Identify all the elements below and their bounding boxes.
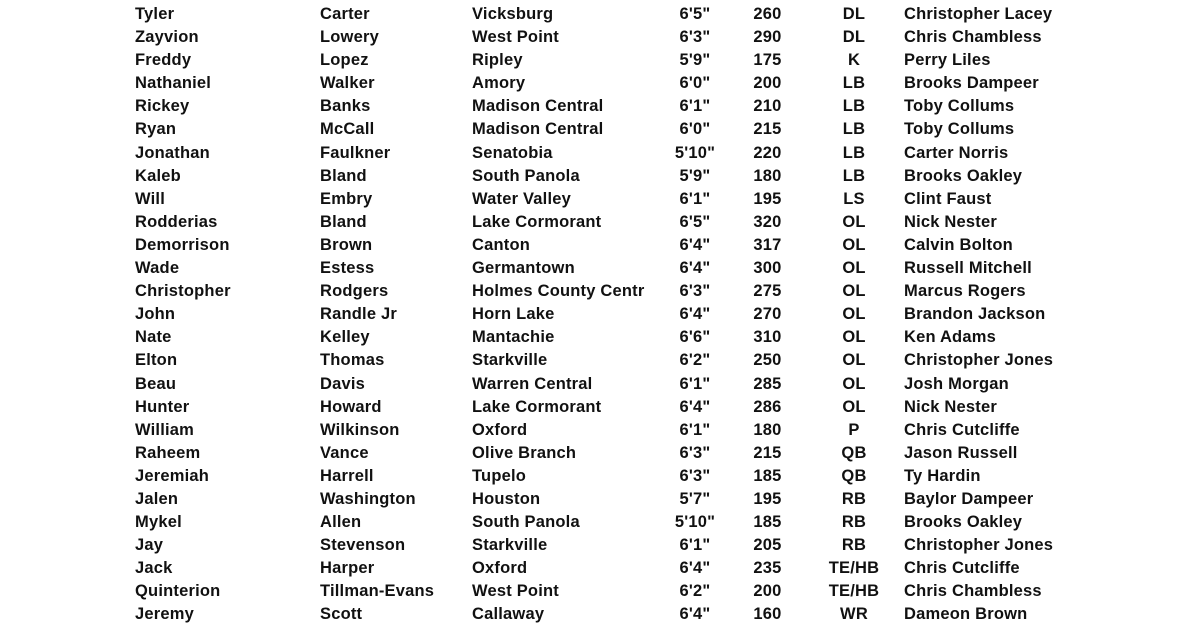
position-cell: RB <box>841 513 867 532</box>
height-cell: 6'6" <box>679 328 711 347</box>
height-cell: 6'1" <box>679 189 711 208</box>
first-name-cell: Will <box>135 189 165 208</box>
weight-cell: 215 <box>753 443 782 462</box>
coach-cell: Perry Liles <box>904 51 991 70</box>
last-name-cell: Tillman-Evans <box>320 582 435 601</box>
table-row <box>0 165 1200 188</box>
weight-cell: 275 <box>753 282 782 301</box>
school-cell: Madison Central <box>472 120 604 139</box>
coach-cell: Russell Mitchell <box>904 259 1032 278</box>
weight-cell: 175 <box>753 51 782 70</box>
coach-cell: Brooks Oakley <box>904 513 1023 532</box>
last-name-cell: Thomas <box>320 351 385 370</box>
position-cell: LB <box>842 143 866 162</box>
position-cell: RB <box>841 489 867 508</box>
height-cell: 6'4" <box>679 397 711 416</box>
first-name-cell: Jack <box>135 559 173 578</box>
position-cell: P <box>848 420 860 439</box>
weight-cell: 300 <box>753 259 782 278</box>
coach-cell: Chris Chambless <box>904 28 1042 47</box>
table-row <box>0 72 1200 95</box>
height-cell: 6'0" <box>679 74 711 93</box>
table-row <box>0 603 1200 626</box>
first-name-cell: Jonathan <box>135 143 210 162</box>
last-name-cell: Embry <box>320 189 373 208</box>
school-cell: Mantachie <box>472 328 555 347</box>
first-name-cell: Freddy <box>135 51 192 70</box>
height-cell: 5'9" <box>679 51 711 70</box>
position-cell: OL <box>842 351 866 370</box>
last-name-cell: Howard <box>320 397 382 416</box>
school-cell: Olive Branch <box>472 443 577 462</box>
school-cell: Lake Cormorant <box>472 212 602 231</box>
coach-cell: Dameon Brown <box>904 605 1028 624</box>
weight-cell: 215 <box>753 120 782 139</box>
weight-cell: 317 <box>753 235 782 254</box>
last-name-cell: Brown <box>320 235 373 254</box>
position-cell: TE/HB <box>828 559 880 578</box>
table-row <box>0 49 1200 72</box>
last-name-cell: Faulkner <box>320 143 391 162</box>
height-cell: 6'4" <box>679 559 711 578</box>
position-cell: LB <box>842 97 866 116</box>
coach-cell: Chris Cutcliffe <box>904 420 1020 439</box>
table-row <box>0 396 1200 419</box>
height-cell: 6'0" <box>679 120 711 139</box>
last-name-cell: Randle Jr <box>320 305 397 324</box>
coach-cell: Christopher Jones <box>904 351 1054 370</box>
weight-cell: 320 <box>753 212 782 231</box>
height-cell: 6'5" <box>679 5 711 23</box>
weight-cell: 200 <box>753 74 782 93</box>
table-row <box>0 488 1200 511</box>
table-row <box>0 95 1200 118</box>
table-row <box>0 26 1200 49</box>
last-name-cell: Bland <box>320 166 367 185</box>
coach-cell: Clint Faust <box>904 189 992 208</box>
position-cell: QB <box>841 466 867 485</box>
first-name-cell: Demorrison <box>135 235 230 254</box>
last-name-cell: McCall <box>320 120 375 139</box>
last-name-cell: Kelley <box>320 328 370 347</box>
position-cell: WR <box>840 605 868 624</box>
school-cell: Starkville <box>472 536 548 555</box>
position-cell: TE/HB <box>828 582 880 601</box>
first-name-cell: Ryan <box>135 120 177 139</box>
weight-cell: 180 <box>753 420 782 439</box>
position-cell: LB <box>842 74 866 93</box>
first-name-cell: Rickey <box>135 97 190 116</box>
position-cell: LB <box>842 166 866 185</box>
first-name-cell: Jeremy <box>135 605 194 624</box>
height-cell: 5'9" <box>679 166 711 185</box>
position-cell: OL <box>842 282 866 301</box>
table-row <box>0 234 1200 257</box>
first-name-cell: William <box>135 420 195 439</box>
position-cell: OL <box>842 212 866 231</box>
table-row <box>0 142 1200 165</box>
first-name-cell: Hunter <box>135 397 190 416</box>
weight-cell: 286 <box>753 397 782 416</box>
table-row <box>0 557 1200 580</box>
height-cell: 5'7" <box>679 489 711 508</box>
position-cell: OL <box>842 235 866 254</box>
school-cell: Madison Central <box>472 97 604 116</box>
first-name-cell: Jeremiah <box>135 466 210 485</box>
last-name-cell: Estess <box>320 259 375 278</box>
school-cell: Water Valley <box>472 189 572 208</box>
table-row <box>0 580 1200 603</box>
school-cell: Holmes County Centr <box>472 282 645 301</box>
table-row <box>0 188 1200 211</box>
height-cell: 5'10" <box>674 513 716 532</box>
table-row <box>0 511 1200 534</box>
weight-cell: 200 <box>753 582 782 601</box>
weight-cell: 185 <box>753 466 782 485</box>
table-row <box>0 211 1200 234</box>
coach-cell: Chris Cutcliffe <box>904 559 1020 578</box>
last-name-cell: Carter <box>320 5 370 23</box>
position-cell: OL <box>842 397 866 416</box>
height-cell: 6'3" <box>679 28 711 47</box>
last-name-cell: Wilkinson <box>320 420 400 439</box>
weight-cell: 270 <box>753 305 782 324</box>
first-name-cell: Jalen <box>135 489 179 508</box>
school-cell: Callaway <box>472 605 545 624</box>
school-cell: Horn Lake <box>472 305 555 324</box>
coach-cell: Nick Nester <box>904 397 997 416</box>
weight-cell: 290 <box>753 28 782 47</box>
table-row <box>0 373 1200 396</box>
weight-cell: 310 <box>753 328 782 347</box>
coach-cell: Baylor Dampeer <box>904 489 1034 508</box>
first-name-cell: Quinterion <box>135 582 221 601</box>
height-cell: 6'5" <box>679 212 711 231</box>
school-cell: South Panola <box>472 166 580 185</box>
first-name-cell: Nate <box>135 328 172 347</box>
coach-cell: Brandon Jackson <box>904 305 1046 324</box>
table-row <box>0 534 1200 557</box>
school-cell: Oxford <box>472 420 528 439</box>
school-cell: Houston <box>472 489 541 508</box>
school-cell: Warren Central <box>472 374 593 393</box>
first-name-cell: Christopher <box>135 282 231 301</box>
coach-cell: Marcus Rogers <box>904 282 1026 301</box>
last-name-cell: Vance <box>320 443 369 462</box>
weight-cell: 205 <box>753 536 782 555</box>
table-row <box>0 280 1200 303</box>
first-name-cell: Mykel <box>135 513 182 532</box>
height-cell: 6'4" <box>679 605 711 624</box>
height-cell: 6'2" <box>679 351 711 370</box>
position-cell: LS <box>843 189 865 208</box>
last-name-cell: Lowery <box>320 28 379 47</box>
school-cell: Starkville <box>472 351 548 370</box>
coach-cell: Carter Norris <box>904 143 1009 162</box>
first-name-cell: Raheem <box>135 443 201 462</box>
height-cell: 6'3" <box>679 282 711 301</box>
coach-cell: Toby Collums <box>904 97 1015 116</box>
coach-cell: Calvin Bolton <box>904 235 1013 254</box>
table-row <box>0 303 1200 326</box>
first-name-cell: Rodderias <box>135 212 218 231</box>
school-cell: Vicksburg <box>472 5 554 23</box>
weight-cell: 180 <box>753 166 782 185</box>
school-cell: Senatobia <box>472 143 553 162</box>
coach-cell: Josh Morgan <box>904 374 1009 393</box>
position-cell: OL <box>842 328 866 347</box>
coach-cell: Ken Adams <box>904 328 996 347</box>
position-cell: LB <box>842 120 866 139</box>
position-cell: K <box>847 51 861 70</box>
school-cell: Ripley <box>472 51 523 70</box>
height-cell: 6'4" <box>679 259 711 278</box>
first-name-cell: Nathaniel <box>135 74 212 93</box>
weight-cell: 220 <box>753 143 782 162</box>
last-name-cell: Bland <box>320 212 367 231</box>
first-name-cell: Zayvion <box>135 28 199 47</box>
height-cell: 6'3" <box>679 466 711 485</box>
position-cell: QB <box>841 443 867 462</box>
school-cell: Tupelo <box>472 466 527 485</box>
last-name-cell: Banks <box>320 97 371 116</box>
coach-cell: Ty Hardin <box>904 466 981 485</box>
table-row <box>0 442 1200 465</box>
first-name-cell: Wade <box>135 259 180 278</box>
coach-cell: Jason Russell <box>904 443 1018 462</box>
weight-cell: 260 <box>753 5 782 23</box>
last-name-cell: Allen <box>320 513 362 532</box>
school-cell: Oxford <box>472 559 528 578</box>
school-cell: South Panola <box>472 513 580 532</box>
coach-cell: Chris Chambless <box>904 582 1042 601</box>
last-name-cell: Lopez <box>320 51 369 70</box>
table-row <box>0 118 1200 141</box>
table-row <box>0 349 1200 372</box>
height-cell: 6'4" <box>679 305 711 324</box>
last-name-cell: Rodgers <box>320 282 389 301</box>
weight-cell: 195 <box>753 489 782 508</box>
school-cell: Germantown <box>472 259 575 278</box>
school-cell: West Point <box>472 582 559 601</box>
weight-cell: 185 <box>753 513 782 532</box>
table-row <box>0 465 1200 488</box>
position-cell: OL <box>842 259 866 278</box>
first-name-cell: Elton <box>135 351 178 370</box>
first-name-cell: Beau <box>135 374 177 393</box>
school-cell: Amory <box>472 74 526 93</box>
table-row <box>0 3 1200 26</box>
table-row <box>0 326 1200 349</box>
position-cell: OL <box>842 305 866 324</box>
coach-cell: Toby Collums <box>904 120 1015 139</box>
school-cell: Canton <box>472 235 531 254</box>
first-name-cell: Kaleb <box>135 166 181 185</box>
weight-cell: 235 <box>753 559 782 578</box>
first-name-cell: John <box>135 305 176 324</box>
weight-cell: 160 <box>753 605 782 624</box>
coach-cell: Brooks Dampeer <box>904 74 1039 93</box>
position-cell: DL <box>842 28 866 47</box>
height-cell: 6'2" <box>679 582 711 601</box>
last-name-cell: Washington <box>320 489 416 508</box>
height-cell: 6'4" <box>679 235 711 254</box>
last-name-cell: Harper <box>320 559 375 578</box>
height-cell: 6'1" <box>679 374 711 393</box>
last-name-cell: Davis <box>320 374 366 393</box>
first-name-cell: Tyler <box>135 5 175 23</box>
roster-table <box>0 3 1200 627</box>
school-cell: Lake Cormorant <box>472 397 602 416</box>
first-name-cell: Jay <box>135 536 164 555</box>
height-cell: 6'1" <box>679 97 711 116</box>
position-cell: DL <box>842 5 866 23</box>
last-name-cell: Stevenson <box>320 536 406 555</box>
height-cell: 6'1" <box>679 536 711 555</box>
school-cell: West Point <box>472 28 559 47</box>
position-cell: OL <box>842 374 866 393</box>
coach-cell: Christopher Jones <box>904 536 1054 555</box>
last-name-cell: Walker <box>320 74 375 93</box>
weight-cell: 250 <box>753 351 782 370</box>
coach-cell: Brooks Oakley <box>904 166 1023 185</box>
height-cell: 5'10" <box>674 143 716 162</box>
position-cell: RB <box>841 536 867 555</box>
height-cell: 6'3" <box>679 443 711 462</box>
last-name-cell: Scott <box>320 605 363 624</box>
table-row <box>0 257 1200 280</box>
weight-cell: 210 <box>753 97 782 116</box>
weight-cell: 195 <box>753 189 782 208</box>
coach-cell: Nick Nester <box>904 212 997 231</box>
last-name-cell: Harrell <box>320 466 374 485</box>
coach-cell: Christopher Lacey <box>904 5 1053 23</box>
weight-cell: 285 <box>753 374 782 393</box>
height-cell: 6'1" <box>679 420 711 439</box>
table-row <box>0 419 1200 442</box>
